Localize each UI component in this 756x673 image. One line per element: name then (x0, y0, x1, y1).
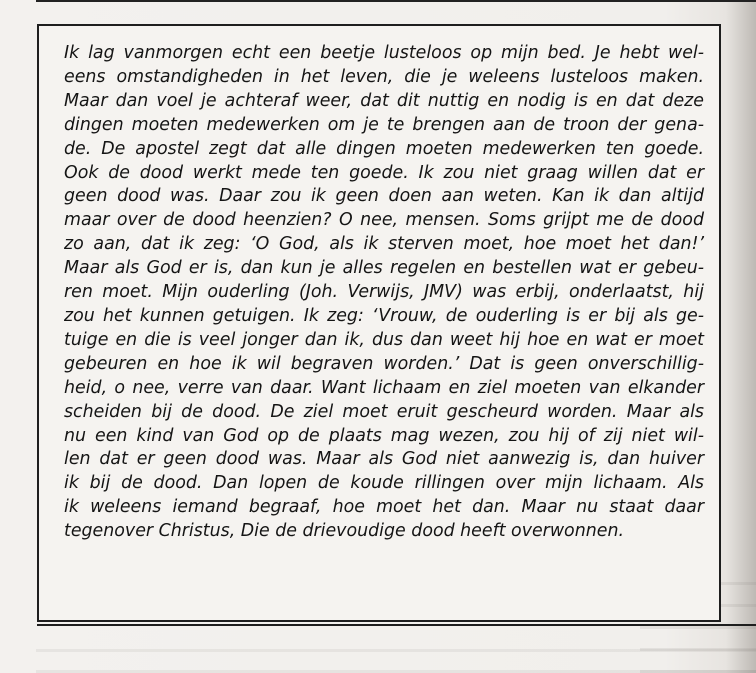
passage-line: nu een kind van God op de plaats mag wezen, zou hij of zij niet wil- (64, 425, 704, 446)
passage-line: len dat er geen dood was. Maar als God niet aanwezig is, dan huiver (64, 449, 704, 470)
passage-line: eens omstandigheden in het leven, die je weleens lusteloos maken. (64, 66, 704, 87)
passage-line: geen dood was. Daar zou ik geen doen aan weten. Kan ik dan altijd (64, 186, 704, 207)
bleed-through-text-bottom (36, 632, 756, 673)
top-rule (36, 0, 756, 2)
quote-passage (64, 42, 704, 544)
passage-line: Ik lag vanmorgen echt een beetje lusteloos op mijn bed. Je hebt wel- (64, 43, 704, 63)
passage-line: tegenover Christus, Die de drievoudige dood heeft overwonnen. (64, 521, 624, 542)
passage-line: Maar als God er is, dan kun je alles regelen en bestellen wat er gebeu- (64, 258, 704, 279)
quote-box (37, 24, 721, 622)
passage-line: de. De apostel zegt dat alle dingen moeten medewerken ten goede. (64, 138, 704, 159)
passage-line: maar over de dood heenzien? O nee, mensen. Soms grijpt me de dood (64, 210, 704, 231)
passage-line: ik bij de dood. Dan lopen de koude rillingen over mijn lichaam. Als (64, 473, 704, 494)
passage-line: Maar dan voel je achteraf weer, dat dit nuttig en nodig is en dat deze (64, 90, 704, 111)
passage-line: zou het kunnen getuigen. Ik zeg: ‘Vrouw, de ouderling is er bij als ge- (64, 305, 704, 326)
bottom-rule (37, 624, 756, 626)
passage-line: scheiden bij de dood. De ziel moet eruit gescheurd worden. Maar als (64, 401, 704, 422)
passage-line: dingen moeten medewerken om je te brengen aan de troon der gena- (64, 114, 704, 135)
passage-line: Ook de dood werkt mede ten goede. Ik zou niet graag willen dat er (64, 162, 704, 183)
passage-line: ren moet. Mijn ouderling (Joh. Verwijs, JMV) was erbij, onderlaatst, hij (64, 282, 704, 303)
passage-line: heid, o nee, verre van daar. Want lichaam en ziel moeten van elkander (64, 377, 704, 398)
passage-line: gebeuren en hoe ik wil begraven worden.’ Dat is geen onverschillig- (64, 353, 704, 374)
passage-line: ik weleens iemand begraaf, hoe moet het dan. Maar nu staat daar (64, 497, 704, 518)
passage-line: tuige en die is veel jonger dan ik, dus dan weet hij hoe en wat er moet (64, 329, 704, 350)
passage-line: zo aan, dat ik zeg: ‘O God, als ik sterven moet, hoe moet het dan!’ (64, 234, 704, 255)
